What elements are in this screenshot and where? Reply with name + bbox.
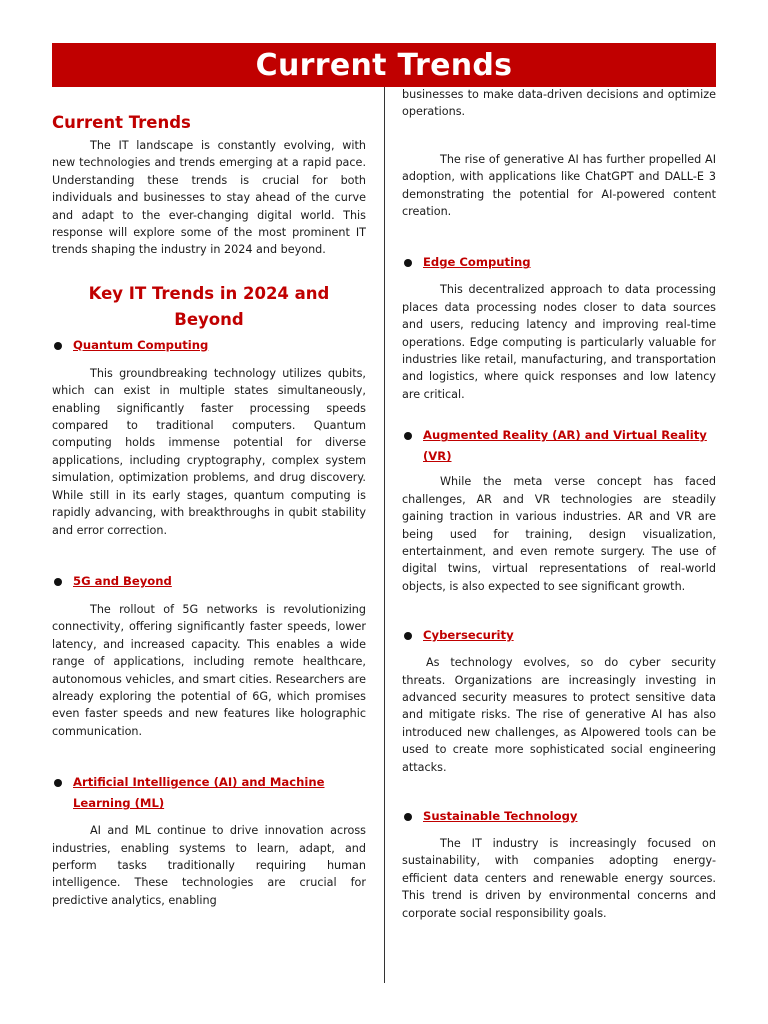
trend-body-5g: The rollout of 5G networks is revolutionizing connectivity, offering significantly faster speeds, lower latency, and increased capacity. This enables a wide range of applications, including remote healthcare, autonomous vehicles, and smart cities. Researchers are already exploring the potential of 6G, which promises even faster speeds and new features like holographic communication.	[52, 602, 366, 738]
trend-edge	[402, 252, 716, 273]
trend-title-quantum[interactable]: Quantum Computing	[73, 337, 209, 352]
bullet-icon	[404, 632, 412, 640]
trend-title-ai[interactable]: Artificial Intelligence (AI) and Machine Learning (ML)	[73, 775, 325, 811]
ai-continued-paragraph: businesses to make data-driven decisions and optimize operations.	[402, 88, 716, 119]
trend-cyber	[402, 625, 716, 646]
ai-generative-paragraph: The rise of generative AI has further propelled AI adoption, with applications like ChatGPT and DALL-E 3 demonstrating the potential for AI-powered content creation.	[402, 152, 716, 219]
bullet-icon	[404, 432, 412, 440]
bullet-icon	[404, 813, 412, 821]
trend-body-edge: This decentralized approach to data processing places data processing nodes closer to data sources and users, reducing latency and improving real-time operations. Edge computing is particularly valuable for industries like retail, manufacturing, and transportation and logistics, where quick responses and low latency are critical.	[402, 283, 716, 401]
trend-5g	[52, 571, 366, 592]
trend-title-arvr[interactable]: Augmented Reality (AR) and Virtual Reality (VR)	[423, 428, 707, 464]
left-column	[52, 112, 366, 909]
bullet-icon	[54, 779, 62, 787]
trend-body-arvr: While the meta verse concept has faced challenges, AR and VR technologies are steadily gaining traction in various industries. AR and VR are being used for training, design visualization, entertainment, and even remote surgery. The use of digital twins, virtual representations of real-world objects, is also expected to see significant growth.	[402, 475, 716, 593]
trend-ai	[52, 772, 366, 814]
right-column	[402, 86, 716, 922]
trend-title-edge[interactable]: Edge Computing	[423, 255, 531, 270]
trend-body-ai: AI and ML continue to drive innovation across industries, enabling systems to learn, adapt, and perform tasks traditionally requiring human intelligence. These technologies are crucial for predictive analytics, enabling	[52, 824, 366, 907]
bullet-icon	[54, 342, 62, 350]
trend-body-sustain: The IT industry is increasingly focused on sustainability, with companies adopting energy-efficient data centers and renewable energy sources. This trend is driven by environmental concerns and corporate social responsibility goals.	[402, 836, 716, 920]
bullet-icon	[404, 259, 412, 267]
column-divider	[384, 87, 385, 983]
trend-sustain	[402, 806, 716, 827]
trend-body-quantum: This groundbreaking technology utilizes qubits, which can exist in multiple states simultaneously, enabling significantly faster processing speeds compared to traditional computers. Quantum computing holds immense potential for diverse applications, including cryptography, complex system simulation, optimization problems, and drug discovery. While still in its early stages, quantum computing is rapidly advancing, with breakthroughs in qubit stability and error correction.	[52, 366, 366, 537]
section-title: Current Trends	[52, 113, 191, 132]
trend-quantum	[52, 335, 366, 356]
trend-title-sustain[interactable]: Sustainable Technology	[423, 808, 578, 823]
bullet-icon	[54, 578, 62, 586]
key-trends-title: Key IT Trends in 2024 and Beyond	[88, 283, 330, 329]
trend-title-cyber[interactable]: Cybersecurity	[423, 628, 514, 643]
trend-body-cyber: As technology evolves, so do cyber security threats. Organizations are increasingly investing in advanced security measures to protect sensitive data and mitigate risks. The rise of generative AI has also introduced new challenges, as AIpowered tools can be used to create more sophisticated social engineering attacks.	[402, 656, 716, 774]
trend-arvr	[402, 425, 716, 467]
intro-paragraph: The IT landscape is constantly evolving, with new technologies and trends emerging at a rapid pace. Understanding these trends is crucial for both individuals and businesses to stay ahead of the curve and adapt to the ever-changing digital world. This response will explore some of the most prominent IT trends shaping the industry in 2024 and beyond.	[52, 139, 366, 257]
trend-title-5g[interactable]: 5G and Beyond	[73, 573, 172, 588]
page-title-banner: Current Trends	[52, 43, 716, 87]
